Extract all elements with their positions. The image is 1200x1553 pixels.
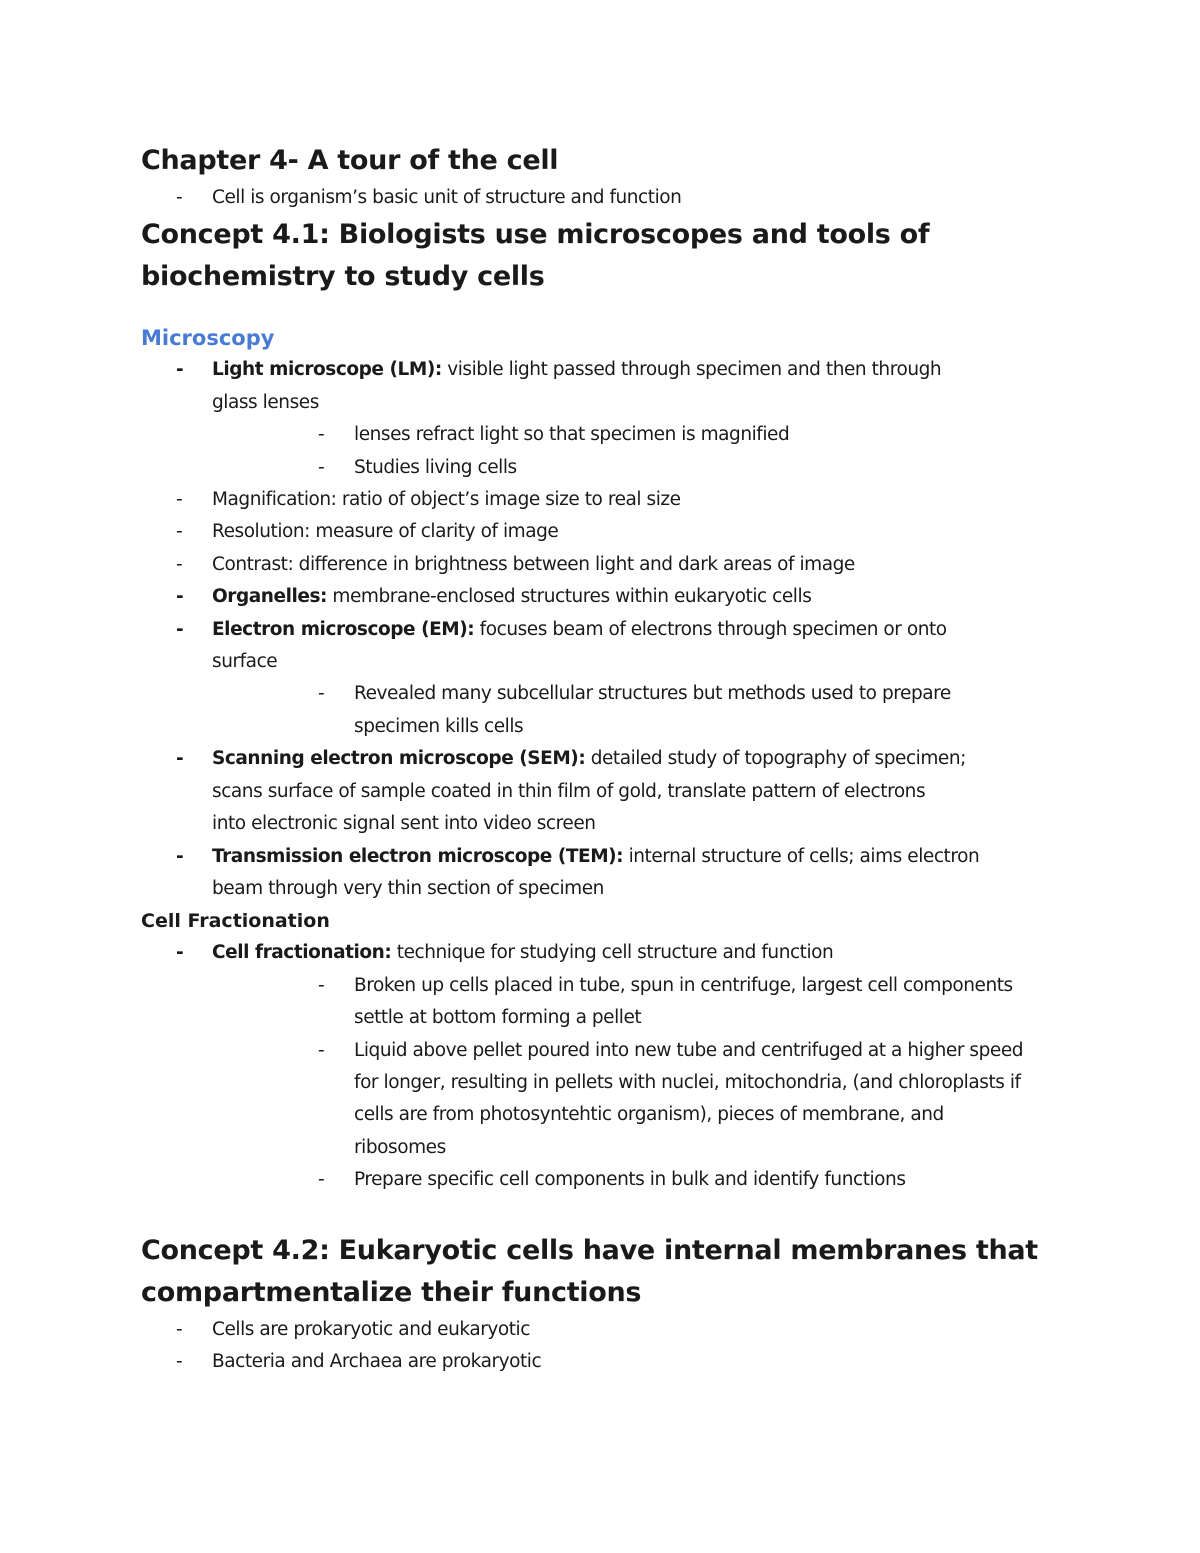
list-item-magnification: - Magnification: ratio of object’s image size to real size — [141, 484, 1081, 516]
list-item: - Prepare specific cell components in bulk and identify functions — [212, 1164, 1081, 1196]
dash-bullet: - — [176, 748, 184, 770]
electron-microscope-sublist — [212, 678, 1081, 743]
list-item: - Bacteria and Archaea are prokaryotic — [141, 1346, 1081, 1378]
microscopy-list — [141, 354, 1081, 905]
list-item-light-microscope: - Light microscope (LM): visible light passed through specimen and then through glass lenses - lenses refract light so that specimen is magnified - Studies living cells — [141, 354, 1081, 484]
light-microscope-sublist — [212, 419, 1081, 484]
list-item-sem: - Scanning electron microscope (SEM): detailed study of topography of specimen; scans surface of sample coated in thin film of gold, translate pattern of electrons into electronic signal sent into video screen — [141, 743, 1081, 840]
dash-bullet: - — [176, 845, 184, 867]
chapter-intro-list — [141, 182, 1081, 214]
dash-bullet: - — [318, 1169, 325, 1191]
fractionation-sublist — [212, 970, 1081, 1197]
list-item-contrast: - Contrast: difference in brightness between light and dark areas of image — [141, 549, 1081, 581]
dash-bullet: - — [176, 359, 184, 381]
dash-bullet: - — [176, 521, 183, 543]
dash-bullet: - — [318, 456, 325, 478]
chapter-title: Chapter 4- A tour of the cell — [141, 145, 559, 176]
dash-bullet: - — [176, 942, 184, 964]
dash-bullet: - — [176, 586, 184, 608]
concept-4-2-list — [141, 1314, 1081, 1379]
dash-bullet: - — [176, 1350, 183, 1372]
dash-bullet: - — [176, 618, 184, 640]
list-item: - lenses refract light so that specimen is magnified — [212, 419, 1081, 451]
dash-bullet: - — [318, 974, 325, 996]
concept-4-1-title: Concept 4.1: Biologists use microscopes and tools of biochemistry to study cells — [141, 219, 930, 293]
list-item-resolution: - Resolution: measure of clarity of image — [141, 516, 1081, 548]
fractionation-list — [141, 937, 1081, 1196]
list-item: - Cells are prokaryotic and eukaryotic — [141, 1314, 1081, 1346]
dash-bullet: - — [176, 489, 183, 511]
list-item: - Cell is organism’s basic unit of structure and function — [141, 182, 1081, 214]
list-item-organelles: - Organelles: membrane-enclosed structures within eukaryotic cells — [141, 581, 1081, 613]
list-item: - Revealed many subcellular structures but methods used to prepare specimen kills cells — [212, 678, 1081, 743]
dash-bullet: - — [176, 187, 183, 208]
cell-fractionation-heading: Cell Fractionation — [141, 910, 330, 933]
list-item-cell-fractionation: - Cell fractionation: technique for studying cell structure and function - Broken up cells placed in tube, spun in centrifuge, largest cell components settle at bottom forming a pellet - Liquid above pellet poured into new tube and centrifuged at a higher speed for longer, resulting in pellets with nuclei, mitochondria, (and chloroplasts if cells are from photosyntehtic organism), pieces of membrane, and ribosomes - Prepare specific cell components in bulk and identify functions — [141, 937, 1081, 1196]
concept-4-2-title: Concept 4.2: Eukaryotic cells have internal membranes that compartmentalize their functions — [141, 1234, 1038, 1308]
dash-bullet: - — [318, 424, 325, 446]
dash-bullet: - — [318, 683, 325, 705]
list-item: - Broken up cells placed in tube, spun in centrifuge, largest cell components settle at bottom forming a pellet — [212, 970, 1081, 1035]
document-page — [141, 140, 1081, 1378]
list-item: - Liquid above pellet poured into new tube and centrifuged at a higher speed for longer, resulting in pellets with nuclei, mitochondria, (and chloroplasts if cells are from photosyntehtic organism), pieces of membrane, and ribosomes — [212, 1035, 1081, 1165]
dash-bullet: - — [176, 553, 183, 575]
list-item-tem: - Transmission electron microscope (TEM): internal structure of cells; aims electron beam through very thin section of specimen — [141, 841, 1081, 906]
dash-bullet: - — [318, 1039, 325, 1061]
microscopy-heading: Microscopy — [141, 326, 275, 351]
dash-bullet: - — [176, 1318, 183, 1340]
list-item-electron-microscope: - Electron microscope (EM): focuses beam of electrons through specimen or onto surface - Revealed many subcellular structures but methods used to prepare specimen kills cells — [141, 614, 1081, 744]
list-item: - Studies living cells — [212, 452, 1081, 484]
